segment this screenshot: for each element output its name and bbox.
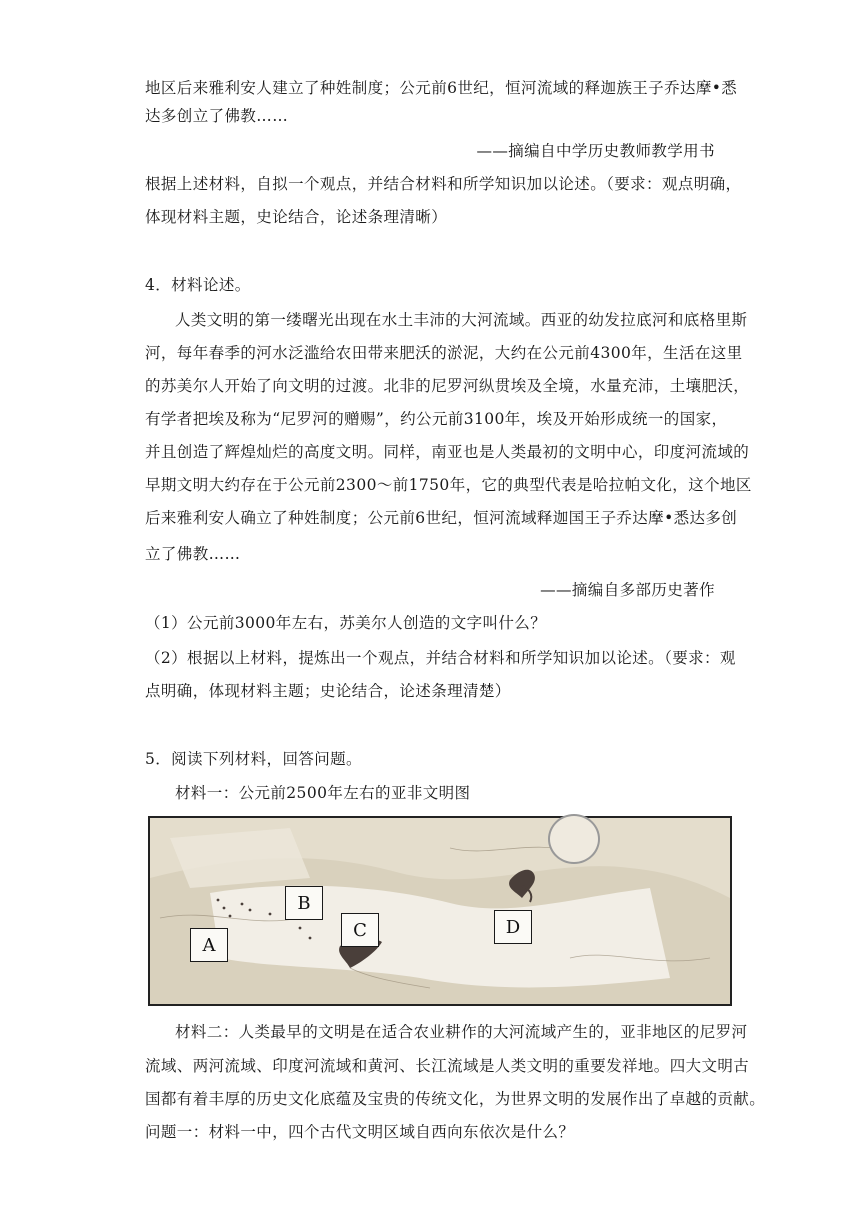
q5-heading: 5．阅读下列材料，回答问题。	[145, 750, 362, 768]
q5-material-1-caption: 材料一：公元前2500年左右的亚非文明图	[175, 784, 471, 802]
map-label-d: D	[494, 910, 532, 944]
q4-material-line-3: 的苏美尔人开始了向文明的过渡。北非的尼罗河纵贯埃及全境，水量充沛，土壤肥沃，	[145, 377, 750, 395]
q5-material-2-line-1: 材料二：人类最早的文明是在适合农业耕作的大河流域产生的，亚非地区的尼罗河	[175, 1023, 748, 1041]
q5-material-2-line-3: 国都有着丰厚的历史文化底蕴及宝贵的传统文化，为世界文明的发展作出了卓越的贡献。	[145, 1090, 766, 1108]
q5-material-2-line-2: 流域、两河流域、印度河流域和黄河、长江流域是人类文明的重要发祥地。四大文明古	[145, 1057, 750, 1075]
q4-material-line-5: 并且创造了辉煌灿烂的高度文明。同样，南亚也是人类最初的文明中心，印度河流域的	[145, 443, 750, 461]
q4-material-line-6: 早期文明大约存在于公元前2300～前1750年，它的典型代表是哈拉帕文化，这个地区	[145, 476, 752, 494]
q4-subquestion-1: （1）公元前3000年左右，苏美尔人创造的文字叫什么？	[145, 614, 547, 632]
map-label-c: C	[341, 913, 379, 947]
map-label-a: A	[190, 928, 228, 962]
map-label-b: B	[285, 886, 323, 920]
q4-source: ——摘编自多部历史著作	[540, 581, 715, 599]
q4-material-line-2: 河，每年春季的河水泛滥给农田带来肥沃的淤泥，大约在公元前4300年，生活在这里	[145, 344, 743, 362]
afro-asian-civilization-map	[148, 816, 732, 1006]
map-illustration	[150, 818, 730, 1004]
q5-question-1: 问题一：材料一中，四个古代文明区域自西向东依次是什么？	[145, 1123, 575, 1141]
q3-prompt-line-1: 根据上述材料，自拟一个观点，并结合材料和所学知识加以论述。（要求：观点明确，	[145, 175, 742, 193]
q4-subquestion-2-line-1: （2）根据以上材料，提炼出一个观点，并结合材料和所学知识加以论述。（要求：观	[145, 649, 736, 667]
q4-heading: 4．材料论述。	[145, 276, 251, 294]
q3-source: ——摘编自中学历史教师教学用书	[476, 142, 715, 160]
q4-material-line-1: 人类文明的第一缕曙光出现在水土丰沛的大河流域。西亚的幼发拉底河和底格里斯	[175, 311, 748, 329]
q4-material-line-4: 有学者把埃及称为“尼罗河的赠赐”，约公元前3100年，埃及开始形成统一的国家，	[145, 410, 728, 428]
map-inset-circle	[548, 814, 600, 864]
q4-material-line-8: 立了佛教……	[145, 545, 241, 563]
q3-material-line-2: 达多创立了佛教……	[145, 107, 289, 125]
q4-material-line-7: 后来雅利安人确立了种姓制度；公元前6世纪，恒河流域释迦国王子乔达摩•悉达多创	[145, 509, 738, 527]
q3-prompt-line-2: 体现材料主题，史论结合，论述条理清晰）	[145, 208, 448, 226]
q3-material-line-1: 地区后来雅利安人建立了种姓制度；公元前6世纪，恒河流域的释迦族王子乔达摩•悉	[145, 79, 738, 97]
q4-subquestion-2-line-2: 点明确，体现材料主题；史论结合，论述条理清楚）	[145, 682, 511, 700]
